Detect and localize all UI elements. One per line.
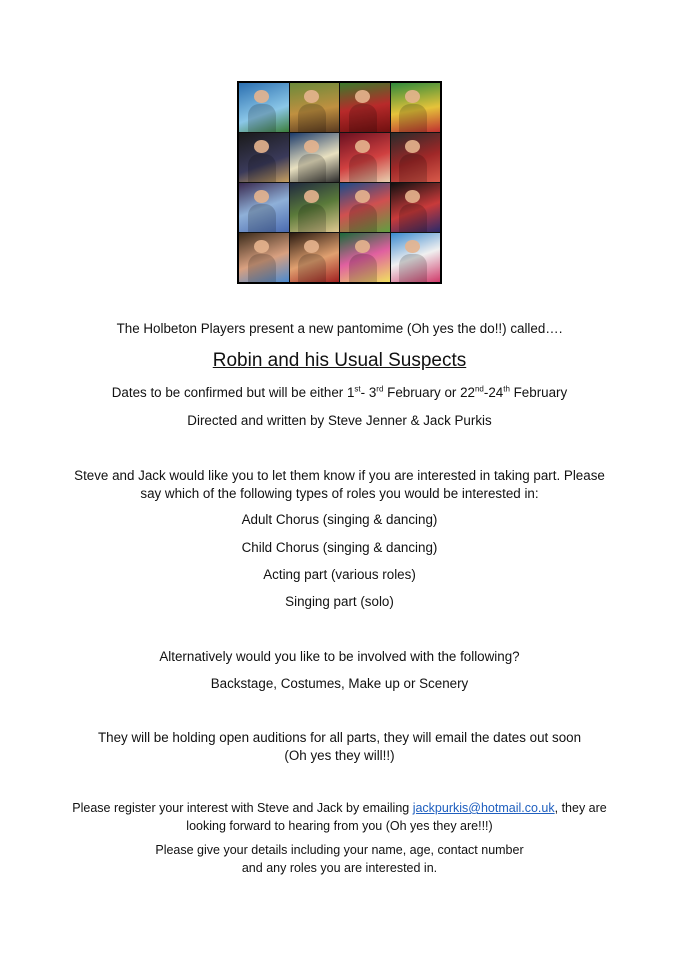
collage-photo (239, 133, 289, 182)
collage-photo (340, 183, 390, 232)
collage-photo (340, 83, 390, 132)
intro-text: The Holbeton Players present a new pantomime (Oh yes the do!!) called…. (116, 321, 563, 336)
alternative-options: Backstage, Costumes, Make up or Scenery (210, 676, 469, 691)
collage-photo (391, 133, 441, 182)
details-text-line-2: and any roles you are interested in. (241, 861, 438, 875)
collage-photo (391, 83, 441, 132)
interest-text-line-2: say which of the following types of roles you would be interested in: (140, 486, 539, 501)
collage-photo (290, 83, 340, 132)
credits-text: Directed and written by Steve Jenner & Jack Purkis (187, 413, 492, 428)
role-child-chorus: Child Chorus (singing & dancing) (241, 540, 438, 555)
role-acting-part: Acting part (various roles) (263, 567, 416, 582)
collage-photo (290, 133, 340, 182)
alternative-question: Alternatively would you like to be involved with the following? (159, 649, 520, 664)
collage-photo (290, 183, 340, 232)
details-text-line-1: Please give your details including your name, age, contact number (155, 843, 524, 857)
email-link[interactable]: jackpurkis@hotmail.co.uk (412, 801, 555, 815)
collage-photo (391, 233, 441, 282)
collage-photo (340, 133, 390, 182)
auditions-text-line-2: (Oh yes they will!!) (284, 748, 395, 763)
collage-photo (290, 233, 340, 282)
collage-photo (239, 233, 289, 282)
auditions-text-line-1: They will be holding open auditions for all parts, they will email the dates out soon (97, 730, 582, 745)
interest-text-line-1: Steve and Jack would like you to let them know if you are interested in taking part. Please (74, 468, 605, 483)
role-singing-part: Singing part (solo) (285, 594, 394, 609)
collage-photo (239, 83, 289, 132)
dates-text: Dates to be confirmed but will be either 1st- 3rd February or 22nd-24th February (111, 384, 568, 400)
pantomime-photo-collage (237, 81, 442, 284)
collage-photo (340, 233, 390, 282)
pantomime-title: Robin and his Usual Suspects (212, 350, 467, 371)
collage-photo (391, 183, 441, 232)
register-text-line-2: looking forward to hearing from you (Oh yes they are!!!) (186, 819, 493, 833)
role-adult-chorus: Adult Chorus (singing & dancing) (241, 512, 438, 527)
collage-photo (239, 183, 289, 232)
register-text-line-1: Please register your interest with Steve and Jack by emailing jackpurkis@hotmail.co.uk, they are (72, 801, 607, 815)
